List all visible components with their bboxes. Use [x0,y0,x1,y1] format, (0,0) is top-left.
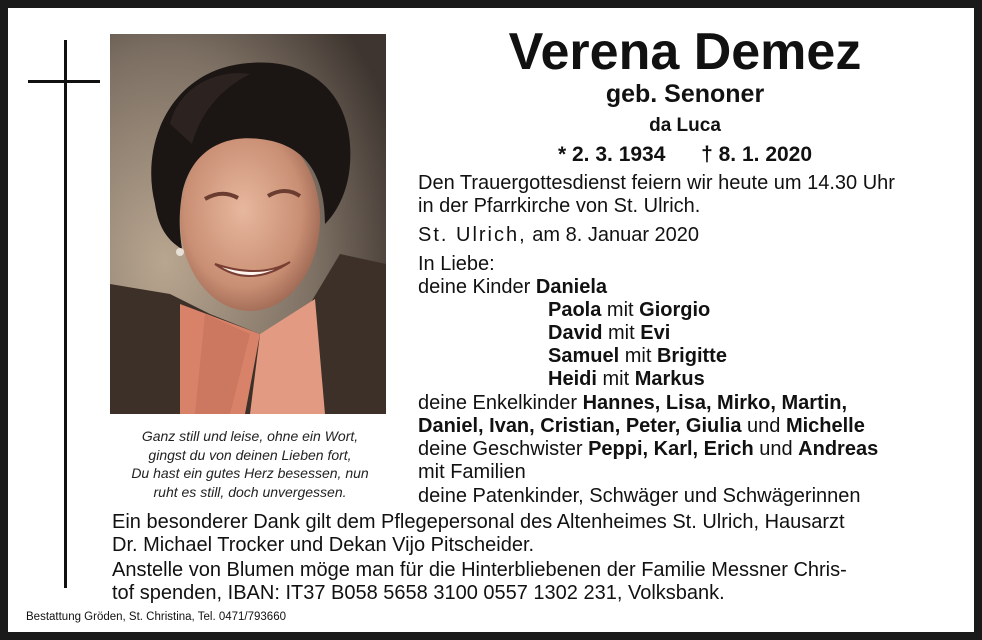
grandchildren-line-1 [418,392,847,415]
siblings-line [418,438,878,461]
siblings-names: Peppi, Karl, Erich [588,438,754,460]
child-name: Paola [548,299,602,321]
thanks-line-2: Dr. Michael Trocker und Dekan Vijo Pitscheider. [112,534,535,556]
portrait-illustration [110,34,386,414]
poem-line: Du hast ein gutes Herz besessen, nun [131,465,369,481]
house-name: da Luca [649,115,721,136]
grandchildren-label: deine Enkelkinder [418,392,583,414]
mit-word: mit [596,368,635,390]
partner-name: Evi [640,322,671,344]
child-name: Samuel [548,345,620,367]
life-dates [558,142,812,168]
grandchildren-names: Daniel, Ivan, Cristian, Peter, Giulia [418,415,742,437]
in-love-label: In Liebe: [418,253,495,275]
place: St. Ulrich, [418,224,527,246]
birth-date: * 2. 3. 1934 [558,143,666,166]
child-line [548,368,705,391]
mit-word: mit [602,322,641,344]
death-date: † 8. 1. 2020 [701,143,813,166]
child-name: Daniela [535,276,608,298]
child-name: David [548,322,603,344]
poem-line: ruht es still, doch unvergessen. [153,483,347,500]
godchildren-line: deine Patenkinder, Schwäger und Schwägerinnen [418,485,861,507]
und-word: und [753,438,799,460]
mit-word: mit [601,299,640,321]
deceased-name: Verena Demez [508,23,862,81]
children-label: deine Kinder [418,276,536,298]
partner-name: Giorgio [639,299,711,321]
portrait-photo [110,34,386,414]
families-line: mit Familien [418,461,526,483]
siblings-label: deine Geschwister [418,438,589,460]
sibling-last: Andreas [798,438,879,460]
poem-line: gingst du von deinen Lieben fort, [148,446,352,463]
funeral-home-footer: Bestattung Gröden, St. Christina, Tel. 0471/793660 [26,611,286,623]
thanks-line-1: Ein besonderer Dank gilt dem Pflegepersonal des Altenheimes St. Ulrich, Hausarzt [112,511,845,533]
partner-name: Brigitte [656,345,727,367]
mit-word: mit [619,345,657,367]
birth-name: geb. Senoner [605,80,765,108]
partner-name: Markus [634,368,705,390]
child-line [548,345,727,368]
cross-icon [64,40,67,588]
donation-line-2: tof spenden, IBAN: IT37 B058 5658 3100 0557 1302 231, Volksbank. [112,582,725,604]
obituary-card [8,8,974,632]
children-line [418,276,607,299]
grandchild-last: Michelle [785,415,865,437]
donation-line-1: Anstelle von Blumen möge man für die Hinterbliebenen der Familie Messner Chris- [112,559,847,581]
child-line [548,299,710,322]
service-line-1: Den Trauergottesdienst feiern wir heute um 14.30 Uhr [418,172,895,194]
und-word: und [741,415,786,437]
place-date [418,224,699,247]
poem-line: Ganz still und leise, ohne ein Wort, [141,428,359,444]
date: am 8. Januar 2020 [526,224,700,246]
memorial-poem [112,427,388,501]
grandchildren-names: Hannes, Lisa, Mirko, Martin, [582,392,848,414]
child-line [548,322,670,345]
child-name: Heidi [548,368,597,390]
service-line-2: in der Pfarrkirche von St. Ulrich. [418,195,701,217]
cross-icon-bar [28,80,100,83]
grandchildren-line-2 [418,415,865,438]
